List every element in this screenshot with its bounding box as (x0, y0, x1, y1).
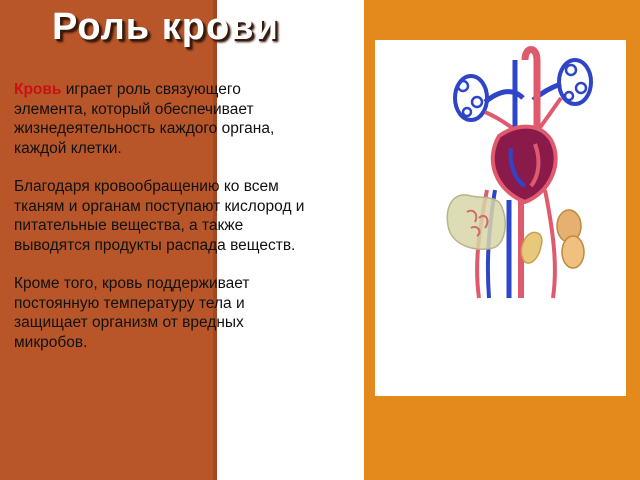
paragraph-1-text: играет роль связующего элемента, который обеспечивает жизнедеятельность каждого органа, каждой клетки. (14, 81, 275, 157)
liver-shape (447, 195, 505, 249)
intestine-shape (521, 232, 542, 263)
circulatory-system-figure (375, 40, 626, 396)
paragraph-2 (14, 177, 314, 255)
paragraph-2-text: Благодаря кровообращению ко всем тканям и органам поступают кислород и питательные вещества, а также выводятся продукты распада веществ. (14, 178, 305, 254)
right-kidney-lower (562, 236, 584, 268)
right-lung-network (559, 60, 591, 104)
paragraph-3-text: Кроме того, кровь поддерживает постоянную температуру тела и защищает организм от вредных микробов. (14, 275, 250, 351)
paragraph-3 (14, 274, 314, 352)
paragraph-1-lead: Кровь (14, 81, 62, 98)
slide-title: Роль крови (52, 6, 279, 48)
circulatory-system-icon (375, 40, 626, 396)
paragraph-1 (14, 80, 314, 158)
left-lung-network (455, 76, 487, 120)
slide-body (14, 80, 314, 371)
